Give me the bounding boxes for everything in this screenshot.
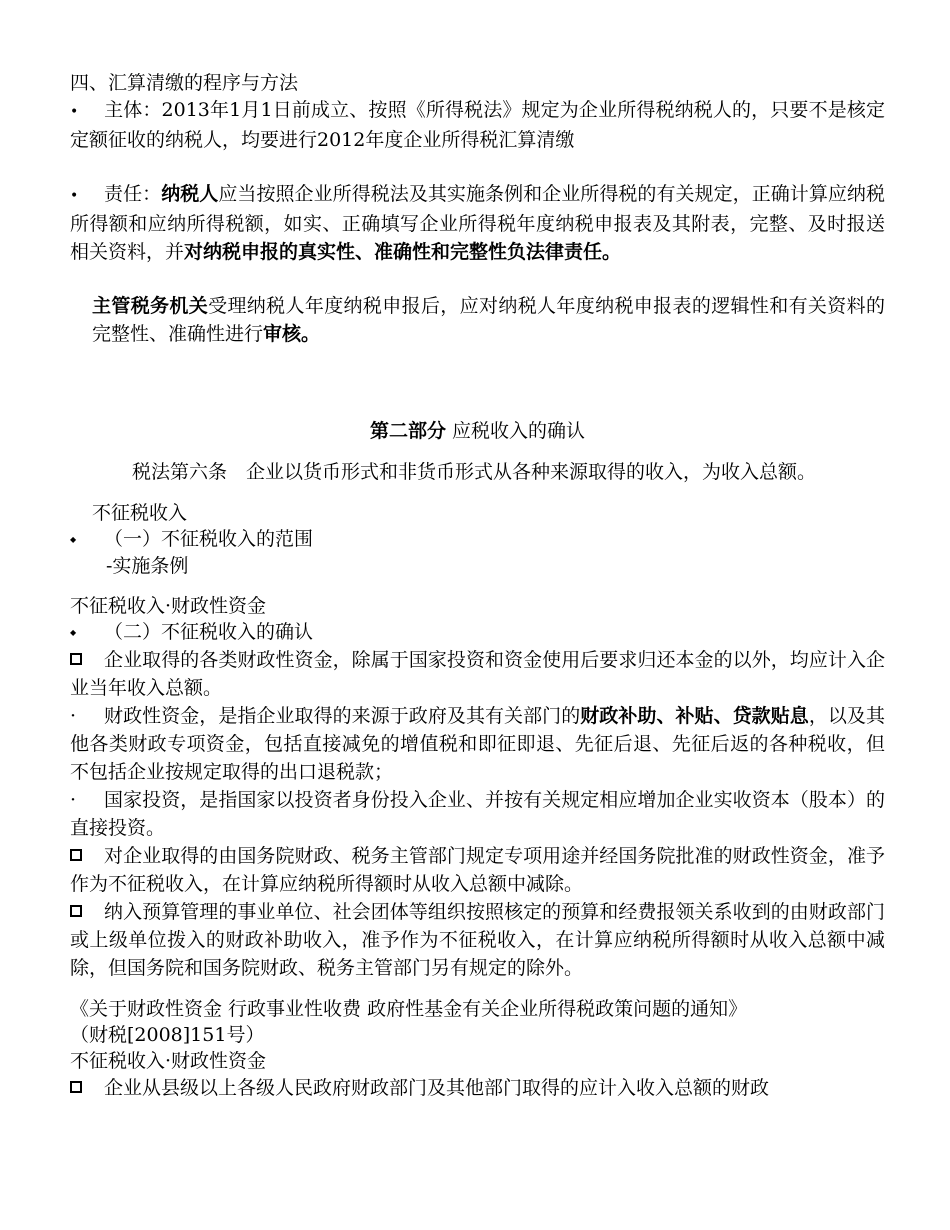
tax-authority-bold: 主管税务机关 xyxy=(92,295,209,317)
responsibility-label: 责任： xyxy=(104,183,162,205)
bullet-icon xyxy=(70,180,104,210)
fiscal-heading: 不征税收入·财政性资金 xyxy=(70,595,267,617)
square-icon xyxy=(70,1074,104,1102)
subject-text: 2013年1月1日前成立、按照《所得税法》规定为企业所得税纳税人的，只要不是核定定额征收的纳税人，均要进行2012年度企业所得税汇算清缴 xyxy=(70,99,885,151)
responsibility-text: 应当按照企业所得税法及其实施条例和企业所得税的有关规定，正确计算应纳税所得额和应纳所得税额，如实、正确填写企业所得税年度纳税申报表及其附表，完整、及时报送相关资料，并 xyxy=(70,183,885,263)
notice-title: 《关于财政性资金 行政事业性收费 政府性基金有关企业所得税政策问题的通知》 xyxy=(70,998,748,1020)
non-taxable-heading: 不征税收入 xyxy=(92,502,188,524)
taxpayer-bold: 纳税人 xyxy=(161,183,219,205)
tax-authority-text: 受理纳税人年度纳税申报后，应对纳税人年度纳税申报表的逻辑性和有关资料的完整性、准确性进行 xyxy=(92,295,885,345)
paragraph-2: ·财政性资金，是指企业取得的来源于政府及其有关部门的财政补助、补贴、贷款贴息，以及其他各类财政专项资金，包括直接减免的增值税和即征即退、先征后退、先征后返的各种税收，但不包括企业按规定取得的出口退税款； xyxy=(70,702,885,786)
diamond-icon xyxy=(70,526,104,553)
dot-icon xyxy=(70,786,104,814)
scope-item: ◆（一）不征税收入的范围 xyxy=(70,526,885,553)
square-icon xyxy=(70,646,104,674)
responsibility-paragraph xyxy=(70,180,885,266)
scope-sub: -实施条例 xyxy=(106,555,189,577)
review-bold: 审核。 xyxy=(263,323,321,345)
square-icon xyxy=(70,898,104,926)
paragraph-1: 企业取得的各类财政性资金，除属于国家投资和资金使用后要求归还本金的以外，均应计入企业当年收入总额。 xyxy=(70,646,885,702)
paragraph-4: 对企业取得的由国务院财政、税务主管部门规定专项用途并经国务院批准的财政性资金，准予作为不征税收入，在计算应纳税所得额时从收入总额中减除。 xyxy=(70,842,885,898)
bullet-icon xyxy=(70,96,104,126)
tax-authority-paragraph xyxy=(70,292,885,348)
paragraph-6: 企业从县级以上各级人民政府财政部门及其他部门取得的应计入收入总额的财政 xyxy=(70,1074,885,1102)
part-title-bold: 第二部分 xyxy=(369,420,446,442)
section-heading: 四、汇算清缴的程序与方法 xyxy=(70,72,299,94)
part-title-rest: 应税收入的确认 xyxy=(445,420,586,442)
notice-number: （财税[2008]151号） xyxy=(70,1024,265,1046)
paragraph-3: ·国家投资，是指国家以投资者身份投入企业、并按有关规定相应增加企业实收资本（股本）的直接投资。 xyxy=(70,786,885,842)
square-icon xyxy=(70,842,104,870)
document-page xyxy=(70,70,885,1102)
confirm-item: ◆（二）不征税收入的确认 xyxy=(70,619,885,646)
dot-icon xyxy=(70,702,104,730)
legal-liability-bold: 对纳税申报的真实性、准确性和完整性负法律责任。 xyxy=(184,241,622,263)
subject-label: 主体： xyxy=(104,99,162,121)
part-title xyxy=(70,418,885,444)
diamond-icon xyxy=(70,619,104,646)
article-6-text: 税法第六条 企业以货币形式和非货币形式从各种来源取得的收入，为收入总额。 xyxy=(132,461,817,483)
fiscal-subsidy-bold: 财政补助、补贴、贷款贴息 xyxy=(580,705,809,727)
paragraph-5: 纳入预算管理的事业单位、社会团体等组织按照核定的预算和经费报领关系收到的由财政部门或上级单位拨入的财政补助收入，准予作为不征税收入，在计算应纳税所得额时从收入总额中减除，但国务院和国务院财政、税务主管部门另有规定的除外。 xyxy=(70,898,885,982)
subject-paragraph xyxy=(70,96,885,154)
fiscal-heading-2: 不征税收入·财政性资金 xyxy=(70,1050,267,1072)
article-6-paragraph xyxy=(70,458,885,486)
